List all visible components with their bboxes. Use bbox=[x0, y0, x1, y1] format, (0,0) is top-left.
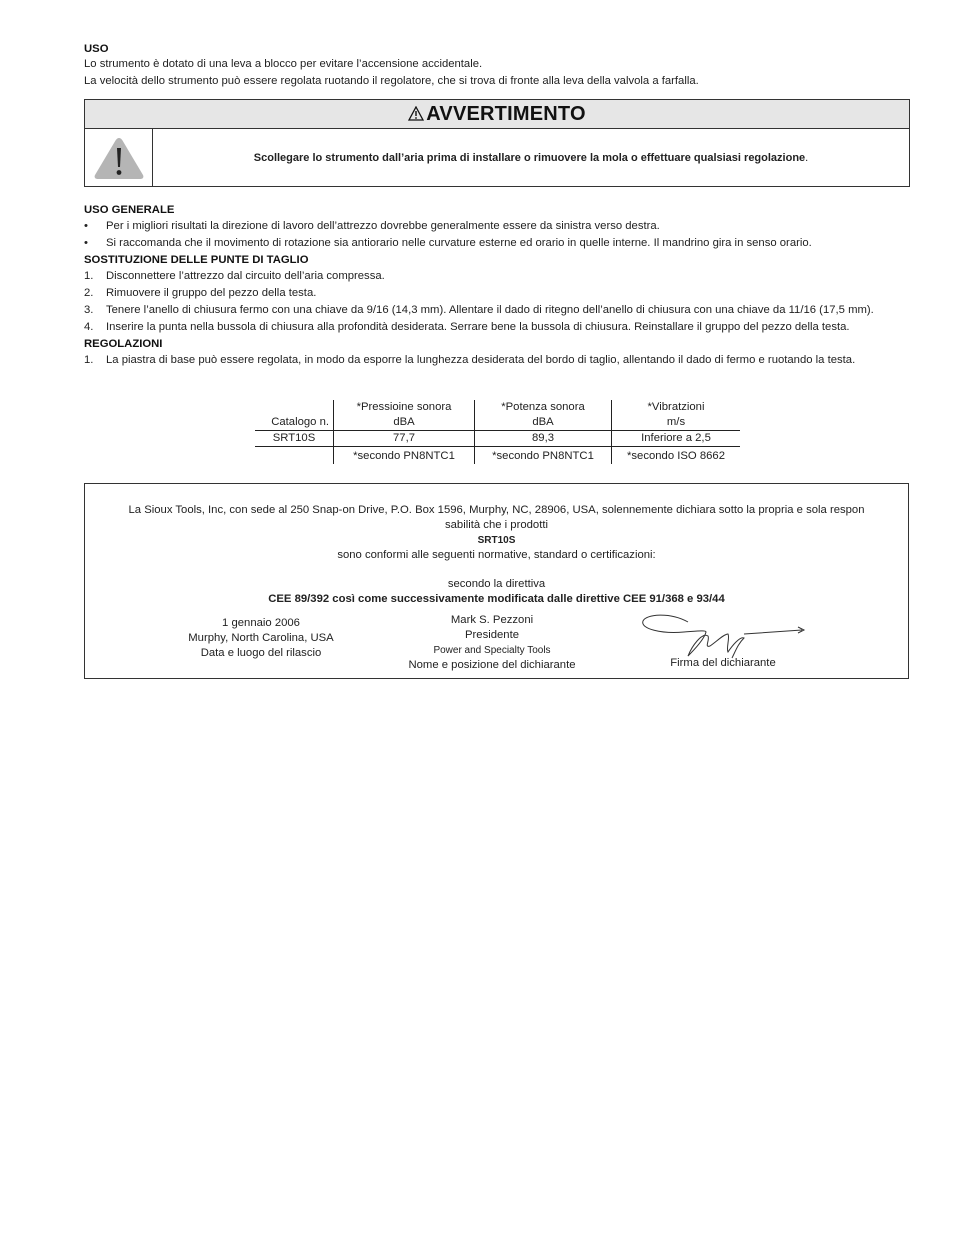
table-header-cell bbox=[255, 400, 334, 415]
manual-page bbox=[84, 42, 910, 679]
issue-date: 1 gennaio 2006 bbox=[222, 617, 300, 629]
table-cell: *secondo ISO 8662 bbox=[612, 447, 741, 465]
table-header-cell: *Pressioine sonora bbox=[334, 400, 475, 415]
table-cell: SRT10S bbox=[255, 431, 334, 447]
signatory-role: Presidente bbox=[464, 629, 519, 641]
list-item-text: Per i migliori risultati la direzione di lavoro dell’attrezzo dovrebbe generalmente essere da sinistra verso destra. bbox=[106, 220, 660, 232]
declaration-text: La Sioux Tools, Inc, con sede al 250 Snap-on Drive, P.O. Box 1596, Murphy, NC, 28906, USA, solennemente dichiara sotto la propria e sola respon bbox=[128, 504, 865, 516]
table-cell bbox=[255, 447, 334, 465]
step-number: 3. bbox=[84, 304, 94, 316]
directive-label: secondo la direttiva bbox=[447, 578, 546, 590]
table-row bbox=[255, 431, 740, 447]
list-item bbox=[84, 320, 910, 334]
table-cell: *secondo PN8NTC1 bbox=[475, 447, 612, 465]
list-item-text: Rimuovere il gruppo del pezzo della testa. bbox=[106, 287, 317, 299]
warning-icon-cell bbox=[85, 129, 153, 186]
declaration-text: sabilità che i prodotti bbox=[445, 519, 548, 531]
list-item-text: Disconnettere l’attrezzo dal circuito dell’aria compressa. bbox=[106, 270, 385, 282]
table-cell: Inferiore a 2,5 bbox=[612, 431, 741, 447]
list-item bbox=[84, 269, 910, 283]
table-notes-row bbox=[255, 447, 740, 465]
declaration-box bbox=[84, 483, 909, 679]
signatory-block bbox=[382, 613, 602, 673]
step-number: 2. bbox=[84, 287, 94, 299]
spec-table bbox=[255, 400, 740, 464]
bullet: • bbox=[84, 237, 88, 249]
warning-title-text: AVVERTIMENTO bbox=[426, 102, 586, 125]
list-item-text: La piastra di base può essere regolata, in modo da esporre la lunghezza desiderata del bordo di taglio, allentando il dado di fermo e ruotando la testa. bbox=[106, 354, 856, 366]
issue-place: Murphy, North Carolina, USA bbox=[188, 632, 334, 644]
list-item-text: Si raccomanda che il movimento di rotazione sia antiorario nelle curvature esterne ed orario in quelle interne. Il mandrino gira in senso orario. bbox=[106, 237, 812, 249]
bullet: • bbox=[84, 220, 88, 232]
step-number: 1. bbox=[84, 354, 94, 366]
declaration-text: sono conformi alle seguenti normative, standard o certificazioni: bbox=[337, 549, 656, 561]
exclamation-triangle-icon bbox=[93, 136, 145, 180]
list-item-text: Tenere l’anello di chiusura fermo con una chiave da 9/16 (14,3 mm). Allentare il dado di ritegno dell’anello di chiusura con una chiave da 11/16 (17,5 mm). bbox=[106, 304, 874, 316]
sostituzione-heading: SOSTITUZIONE DELLE PUNTE DI TAGLIO bbox=[84, 254, 309, 266]
list-item bbox=[84, 219, 910, 233]
table-cell: *secondo PN8NTC1 bbox=[334, 447, 475, 465]
signature-label: Firma del dichiarante bbox=[670, 657, 776, 669]
table-cell: 77,7 bbox=[334, 431, 475, 447]
list-item-text: Inserire la punta nella bussola di chiusura alla profondità desiderata. Serrare bene la bussola di chiusura. Reinstallare il gruppo del pezzo della testa. bbox=[106, 321, 850, 333]
uso-line: Lo strumento è dotato di una leva a blocco per evitare l’accensione accidentale. bbox=[84, 58, 483, 70]
warning-box bbox=[84, 99, 910, 187]
table-header-row bbox=[255, 415, 740, 431]
directive-text: CEE 89/392 così come successivamente modificata dalle direttive CEE 91/368 e 93/44 bbox=[268, 593, 725, 605]
warning-message-text: Scollegare lo strumento dall’aria prima di installare o rimuovere la mola o effettuare qualsiasi regolazione bbox=[253, 151, 806, 164]
table-header-cell: dBA bbox=[334, 415, 475, 431]
uso-heading: USO bbox=[84, 43, 109, 55]
regolazioni-heading: REGOLAZIONI bbox=[84, 338, 163, 350]
warning-message-period: . bbox=[805, 151, 809, 164]
warning-title bbox=[408, 103, 585, 126]
signatory-name: Mark S. Pezzoni bbox=[450, 614, 534, 626]
date-place-label: Data e luogo del rilascio bbox=[200, 647, 322, 659]
date-place-block bbox=[161, 616, 361, 661]
warning-triangle-icon bbox=[408, 106, 424, 121]
table-header-cell: dBA bbox=[475, 415, 612, 431]
uso-line: La velocità dello strumento può essere regolata ruotando il regolatore, che si trova di fronte alla leva della valvola a farfalla. bbox=[84, 74, 699, 87]
signatory-division: Power and Specialty Tools bbox=[433, 645, 551, 656]
list-item bbox=[84, 353, 910, 367]
table-cell: 89,3 bbox=[475, 431, 612, 447]
table-header-cell: Catalogo n. bbox=[255, 415, 334, 431]
signature bbox=[640, 610, 810, 662]
step-number: 4. bbox=[84, 321, 94, 333]
uso-generale-heading: USO GENERALE bbox=[84, 204, 175, 216]
list-item bbox=[84, 286, 910, 300]
step-number: 1. bbox=[84, 270, 94, 282]
warning-header bbox=[85, 100, 909, 129]
table-header-cell: m/s bbox=[612, 415, 741, 431]
warning-message bbox=[153, 129, 909, 186]
product-name: SRT10S bbox=[477, 535, 516, 546]
table-header-cell: *Potenza sonora bbox=[475, 400, 612, 415]
table-header-row bbox=[255, 400, 740, 415]
list-item bbox=[84, 303, 910, 317]
table-header-cell: *Vibratzioni bbox=[612, 400, 741, 415]
list-item bbox=[84, 236, 910, 250]
signatory-label: Nome e posizione del dichiarante bbox=[408, 659, 576, 671]
